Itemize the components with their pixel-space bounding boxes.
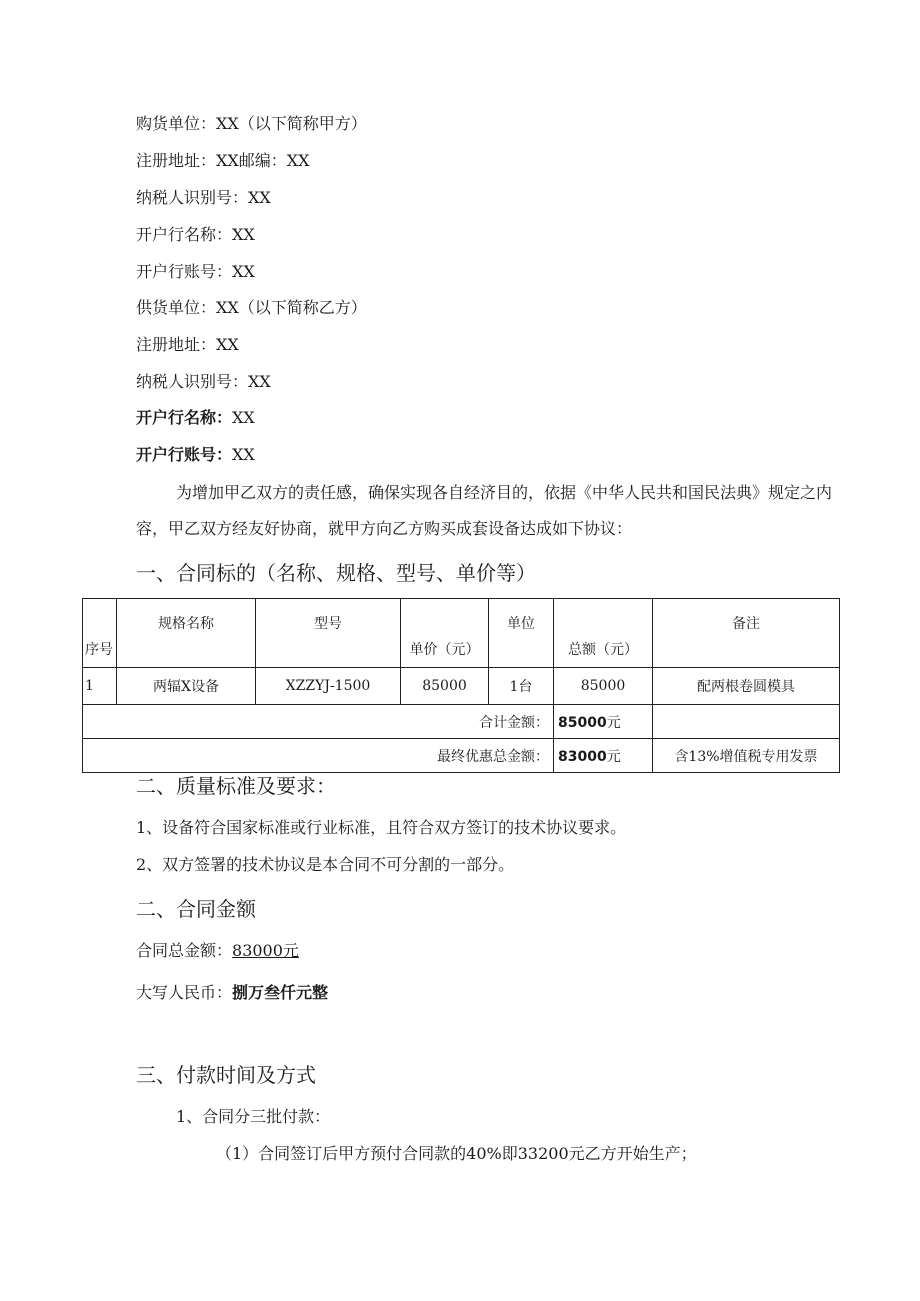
items-table <box>82 598 840 773</box>
final-unit: 元 <box>606 748 621 765</box>
table-header-row <box>83 599 840 668</box>
final-remark: 含13%增值税专用发票 <box>653 739 840 773</box>
sum-value: 85000 <box>558 714 607 731</box>
cell-unit-price: 85000 <box>401 668 489 705</box>
payment-item-1: （1）合同签订后甲方预付合同款的40%即33200元乙方开始生产； <box>216 1144 697 1163</box>
buyer-tax-id: 纳税人识别号：XX <box>136 188 271 207</box>
buyer-unit: 购货单位：XX（以下简称甲方） <box>136 114 367 133</box>
sum-remark-empty <box>653 705 840 739</box>
section3-title: 二、合同金额 <box>136 897 256 921</box>
cell-unit: 1台 <box>489 668 554 705</box>
seller-bank-name-label: 开户行名称： <box>136 408 233 427</box>
contract-total-label: 合同总金额： <box>136 941 233 960</box>
cell-total: 85000 <box>554 668 653 705</box>
section2-item-1: 1、设备符合国家标准或行业标准，且符合双方签订的技术协议要求。 <box>136 818 627 837</box>
table-row <box>83 668 840 705</box>
seller-unit: 供货单位：XX（以下简称乙方） <box>136 298 367 317</box>
sum-unit: 元 <box>606 714 621 731</box>
header-total: 总额（元） <box>554 599 653 668</box>
intro-paragraph: 为增加甲乙双方的责任感，确保实现各自经济目的，依据《中华人民共和国民法典》规定之内容，甲乙双方经友好协商，就甲方向乙方购买成套设备达成如下协议： <box>136 483 833 538</box>
buyer-bank-name: 开户行名称：XX <box>136 225 255 244</box>
section4-title: 三、付款时间及方式 <box>136 1063 316 1087</box>
sum-amount <box>554 705 653 739</box>
header-unit-price: 单价（元） <box>401 599 489 668</box>
rmb-label: 大写人民币： <box>136 983 233 1002</box>
sum-row <box>83 705 840 739</box>
final-value: 83000 <box>558 748 607 765</box>
seller-bank-account <box>136 445 255 465</box>
header-unit: 单位 <box>489 599 554 668</box>
contract-total <box>136 941 299 961</box>
seller-bank-name-value: XX <box>232 408 255 427</box>
final-amount <box>554 739 653 773</box>
seller-bank-name <box>136 408 255 428</box>
buyer-address: 注册地址：XX邮编：XX <box>136 151 310 170</box>
cell-name: 两辐X设备 <box>117 668 256 705</box>
buyer-bank-account: 开户行账号：XX <box>136 262 255 281</box>
header-seq: 序号 <box>83 599 117 668</box>
section2-title: 二、质量标准及要求： <box>136 774 336 798</box>
cell-remark: 配两根卷圆模具 <box>653 668 840 705</box>
header-remark: 备注 <box>653 599 840 668</box>
contract-total-value: 83000元 <box>232 941 299 960</box>
cell-seq: 1 <box>83 668 117 705</box>
seller-address: 注册地址：XX <box>136 335 239 354</box>
cell-model: XZZYJ-1500 <box>256 668 401 705</box>
rmb-amount <box>136 983 328 1003</box>
section2-item-2: 2、双方签署的技术协议是本合同不可分割的一部分。 <box>136 855 515 874</box>
seller-bank-account-value: XX <box>232 445 255 464</box>
final-row <box>83 739 840 773</box>
seller-bank-account-label: 开户行账号： <box>136 445 233 464</box>
final-label: 最终优惠总金额： <box>83 739 554 773</box>
header-model: 型号 <box>256 599 401 668</box>
seller-tax-id: 纳税人识别号：XX <box>136 372 271 391</box>
section1-title: 一、合同标的（名称、规格、型号、单价等） <box>136 561 536 585</box>
header-name: 规格名称 <box>117 599 256 668</box>
sum-label: 合计金额： <box>83 705 554 739</box>
rmb-value: 捌万叁仟元整 <box>232 983 329 1002</box>
payment-sub1: 1、合同分三批付款： <box>176 1107 331 1126</box>
